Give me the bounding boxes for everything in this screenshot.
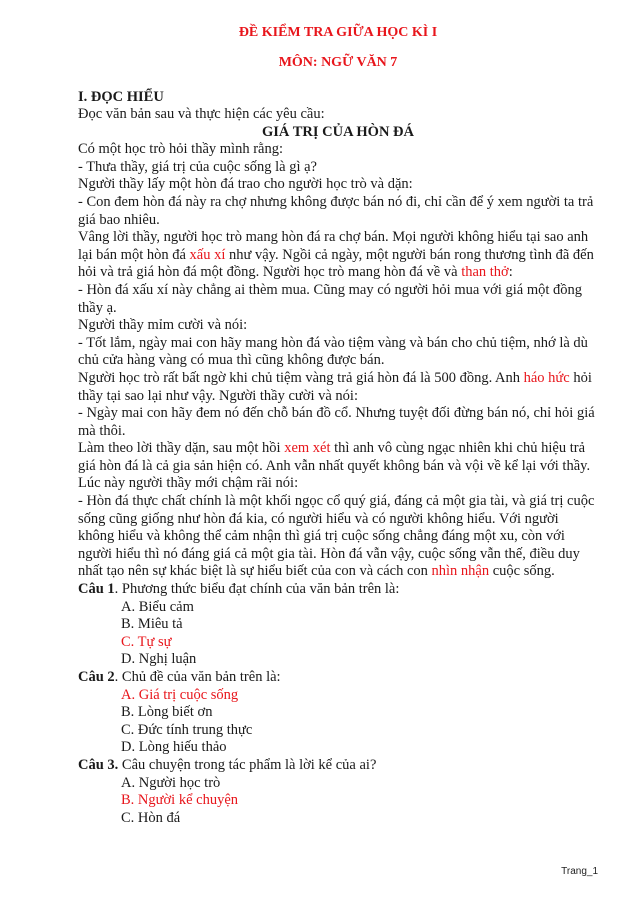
question-text: Câu chuyện trong tác phẩm là lời kể của ai? [118,756,377,773]
option-1b: B. Miêu tả [121,616,183,633]
option-3b-answer: B. Người kể chuyện [121,792,239,809]
story-text: Vâng lời thầy, người học trò mang hòn đá ra chợ bán. Mọi người không hiểu tại sao anh lại bán một hòn đá [78,229,589,263]
question-1 [78,581,598,599]
option-2a-answer: A. Giá trị cuộc sống [121,686,239,703]
highlighted-word: xấu xí [189,246,226,263]
option-3a: A. Người học trò [121,774,221,791]
option-2c: C. Đức tính trung thực [121,721,253,738]
question-2 [78,669,598,687]
page-number: Trang_1 [561,866,598,877]
story-paragraph: Người thầy mỉm cười và nói: [78,317,248,334]
exam-subject: MÔN: NGỮ VĂN 7 [278,55,398,70]
story-title: GIÁ TRỊ CỦA HÒN ĐÁ [261,123,414,140]
instruction-text: Đọc văn bản sau và thực hiện các yêu cầu: [78,106,325,122]
story-paragraph [78,493,598,581]
option-3c: C. Hòn đá [121,809,181,826]
story-text: : [508,264,513,281]
story-paragraph: - Tốt lắm, ngày mai con hãy mang hòn đá vào tiệm vàng và bán cho chủ tiệm, nhớ là dù chủ cửa hàng vàng có mua thì cũng không được bán. [78,334,588,369]
question-label: Câu 1 [78,581,115,598]
story-text: cuộc sống. [489,563,555,580]
story-text: Người học trò rất bất ngờ khi chủ tiệm vàng trả giá hòn đá là 500 đồng. Anh [78,369,524,386]
story-paragraph [78,370,598,405]
section-heading-reading: I. ĐỌC HIỂU [78,89,164,105]
question-text: . Phương thức biểu đạt chính của văn bản trên là: [114,581,400,598]
story-text: hỏi thầy tại sao lại như vậy. Người thầy cười và nói: [78,369,592,404]
story-paragraph [78,440,598,493]
option-2d: D. Lòng hiếu thảo [121,739,227,756]
story-paragraph: - Hòn đá xấu xí này chẳng ai thèm mua. Cũng may có người hỏi mua với giá một đồng thầy ạ. [78,281,583,316]
option-1c-answer: C. Tự sự [121,633,172,650]
story-paragraph: Có một học trò hỏi thầy mình rằng: [78,141,283,158]
highlighted-word: nhìn nhận [431,563,490,580]
story-text: - Hòn đá thực chất chính là một khối ngọc cổ quý giá, đáng cả một gia tài, và giá trị cuộc sống cũng giống như hòn đá kia, có người hiểu và có người không hiểu. Với người không hiểu và không thể cảm nhận thì giá trị cuộc sống chẳng đáng một xu, còn với người hiểu thì nó đáng giá cả một gia tài. Hòn đá vẫn vậy, cuộc sống vẫn thế, điều duy nhất tạo nên sự khác biệt là sự hiểu biết của con và cách con [78,493,595,580]
highlighted-word: xem xét [284,440,331,457]
highlighted-word: than thở [461,264,509,281]
story-text: thì anh vô cùng ngạc nhiên khi chủ hiệu trả giá hòn đá là cả gia sản hiện có. Anh vẫn nhất quyết không bán và vội về kể lại với thầy. Lúc này người thầy mới chậm rãi nói: [78,440,591,492]
question-label: Câu 2 [78,669,115,685]
highlighted-word: háo hức [523,369,570,386]
option-1d: D. Nghị luận [121,651,197,668]
story-paragraph: - Thưa thầy, giá trị của cuộc sống là gì ạ? [78,158,317,175]
option-1a: A. Biểu cảm [121,598,194,615]
story-paragraph [78,229,598,282]
option-2b: B. Lòng biết ơn [121,704,213,721]
question-text: . Chủ đề của văn bản trên là: [114,669,281,685]
question-3 [78,757,598,775]
story-paragraph: Người thầy lấy một hòn đá trao cho người học trò và dặn: [78,176,413,193]
story-paragraph: - Ngày mai con hãy đem nó đến chỗ bán đồ cổ. Nhưng tuyệt đối đừng bán nó, chỉ hỏi giá mà thôi. [78,405,595,439]
question-label: Câu 3. [78,756,119,773]
story-text: như vậy. Ngồi cả ngày, một người bán rong thương tình đã đến hỏi và trả giá hòn đá một đồng. Người học trò mang hòn đá về và [78,246,594,281]
story-text: Làm theo lời thầy dặn, sau một hồi [78,440,285,457]
exam-title: ĐỀ KIỂM TRA GIỮA HỌC KÌ I [238,25,438,40]
story-paragraph: - Con đem hòn đá này ra chợ nhưng không được bán nó đi, chỉ cần để ý xem người ta trả giá bao nhiêu. [78,193,594,228]
exam-page [78,24,598,827]
